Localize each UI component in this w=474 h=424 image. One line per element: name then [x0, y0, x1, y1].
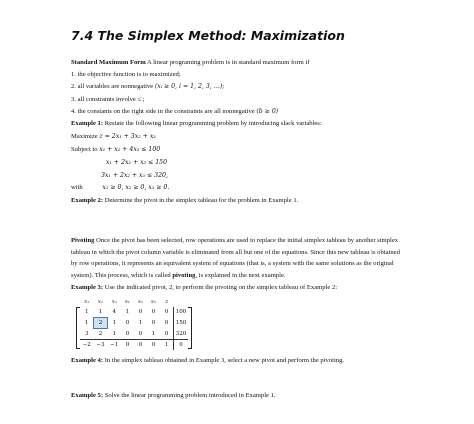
- example-3-label: Example 3:: [71, 284, 104, 291]
- example-2-label: Example 2:: [71, 197, 104, 204]
- nonnegativity: x₁ ≥ 0, x₂ ≥ 0, x₃ ≥ 0.: [102, 184, 170, 191]
- tableau-cell: 0: [164, 309, 169, 316]
- section-title: 7.4 The Simplex Method: Maximization: [71, 28, 345, 43]
- constraint-row-3: [101, 172, 168, 180]
- tableau-cell: 1: [112, 330, 117, 337]
- tableau-cell: 0: [164, 320, 169, 326]
- tableau-row: [80, 329, 188, 340]
- tableau-cell: 0: [138, 309, 143, 316]
- smf-item-2: [71, 83, 224, 91]
- tableau-cell: 0: [125, 330, 130, 337]
- tableau-header: x₃: [111, 299, 117, 305]
- maximize-label: Maximize: [71, 133, 98, 140]
- tableau-header-row: [80, 297, 188, 307]
- constraint-1: x₁ + x₂ + 4x₃ ≤ 100: [99, 146, 161, 153]
- pivot-cell: 2: [94, 318, 108, 329]
- tableau-cell: 4: [112, 309, 117, 316]
- pivoting-label: Pivoting: [71, 237, 95, 244]
- tableau-cell: 320: [174, 329, 189, 340]
- pivoting-text-b: , is explained in the next example.: [195, 271, 286, 279]
- example-5-label: Example 5:: [71, 392, 104, 399]
- example-3-text: Use the indicated pivot, 2, to perform the pivoting on the simplex tableau of Example 2:: [104, 284, 338, 291]
- smf-definition: [71, 59, 309, 67]
- tableau-cell: 1: [151, 330, 156, 337]
- tableau-cell: −3: [94, 340, 108, 351]
- constraint-row-2: [106, 159, 167, 167]
- example-1: [71, 120, 322, 128]
- pivoting-text-a: Once the pivot has been selected, row operations are used to replace the initial simplex tableau by another simplex tableau in which the pivot column variable is eliminated from all but one of the equations. Since this new tableau is obtained by row operations, it represents an equivalent system of equations (that is, a system with the same solutions as the original system). This process, which is called: [71, 237, 400, 279]
- example-4-text: In the simplex tableau obtained in Example 3, select a new pivot and perform the pivoting.: [104, 357, 345, 364]
- tableau-row: [80, 318, 188, 329]
- objective-function: z = 2x₁ + 3x₂ + x₃: [99, 133, 156, 140]
- tableau-cell: 0: [125, 320, 130, 326]
- tableau-header: s₁: [125, 299, 130, 305]
- tableau-cell: 1: [138, 320, 143, 326]
- smf-item-1: 1. the objective function is to maximized;: [71, 71, 181, 78]
- smf-intro: A linear programing problem is in standard maximum form if: [147, 59, 310, 66]
- tableau-cell: 0: [134, 340, 147, 351]
- tableau-row: [80, 307, 188, 318]
- tableau-cell: 3: [84, 330, 89, 337]
- constraint-2: x₁ + 2x₂ + x₃ ≤ 150: [106, 159, 168, 166]
- example-2-text: Determine the pivot in the simplex tableau for the problem in Example 1.: [104, 197, 299, 204]
- smf-item-4-math: (b ≥ 0): [256, 108, 279, 115]
- constraint-3: 3x₁ + 2x₂ + x₃ ≤ 320,: [101, 172, 168, 179]
- tableau-header: x₁: [84, 299, 90, 305]
- tableau-header: x₂: [97, 299, 104, 305]
- example-5-text: Solve the linear programming problem introduced in Example 1.: [104, 392, 276, 399]
- smf-item-4: [71, 108, 278, 116]
- example-2: [71, 197, 298, 205]
- smf-item-2-math: (xᵢ ≥ 0, i = 1, 2, 3, …);: [154, 83, 225, 90]
- pivoting-paragraph: [71, 235, 406, 281]
- example-1-label: Example 1:: [71, 120, 104, 127]
- objective-row: [71, 133, 156, 141]
- tableau-cell: 150: [174, 318, 189, 329]
- example-5: [71, 392, 276, 400]
- tableau-cell: 1: [125, 309, 130, 316]
- tableau-cell: 0: [151, 309, 156, 316]
- tableau-header: [174, 297, 189, 307]
- tableau-right-bracket: [188, 307, 192, 349]
- nonnegativity-row: [71, 184, 169, 192]
- with-label: with: [71, 184, 83, 191]
- example-1-text: Restate the following linear programming problem by introducing slack variables:: [104, 120, 322, 127]
- tableau-cell: 2: [98, 331, 103, 337]
- tableau-cell: 1: [84, 320, 89, 326]
- tableau-cell: 0: [138, 330, 143, 337]
- example-3: [71, 284, 337, 292]
- smf-label: Standard Maximum Form: [71, 59, 146, 66]
- tableau-cell: 0: [151, 320, 156, 326]
- tableau-cell: −1: [108, 340, 122, 351]
- tableau-cell: 1: [160, 340, 174, 351]
- tableau-cell: 0: [174, 340, 189, 351]
- example-4-label: Example 4:: [71, 357, 104, 364]
- tableau-objective-row: [80, 340, 188, 351]
- tableau-cell: 1: [112, 320, 117, 326]
- subject-to-label: Subject to: [71, 146, 98, 153]
- tableau-cell: 0: [121, 340, 134, 351]
- smf-item-3: 3. all constraints involve ≤ ;: [71, 96, 145, 103]
- tableau-cell: 0: [164, 330, 169, 337]
- smf-item-2-text: 2. all variables are nonnegative: [71, 83, 154, 90]
- tableau-header: s₂: [138, 299, 143, 305]
- tableau-cell: −2: [80, 340, 94, 351]
- tableau-left-bracket: [76, 307, 80, 349]
- tableau-cell: 100: [174, 307, 189, 318]
- tableau-cell: 1: [84, 309, 89, 316]
- tableau-cell: 0: [147, 340, 160, 351]
- tableau-cell: 1: [98, 309, 103, 315]
- pivoting-term: pivoting: [172, 271, 196, 279]
- example-4: [71, 357, 344, 365]
- tableau-header: s₃: [151, 299, 156, 305]
- simplex-tableau: [80, 297, 188, 350]
- smf-item-4-text: 4. the constants on the right side in the constraints are all nonnegative: [71, 108, 255, 115]
- constraint-row-1: [71, 146, 160, 154]
- tableau-header: z: [165, 299, 169, 305]
